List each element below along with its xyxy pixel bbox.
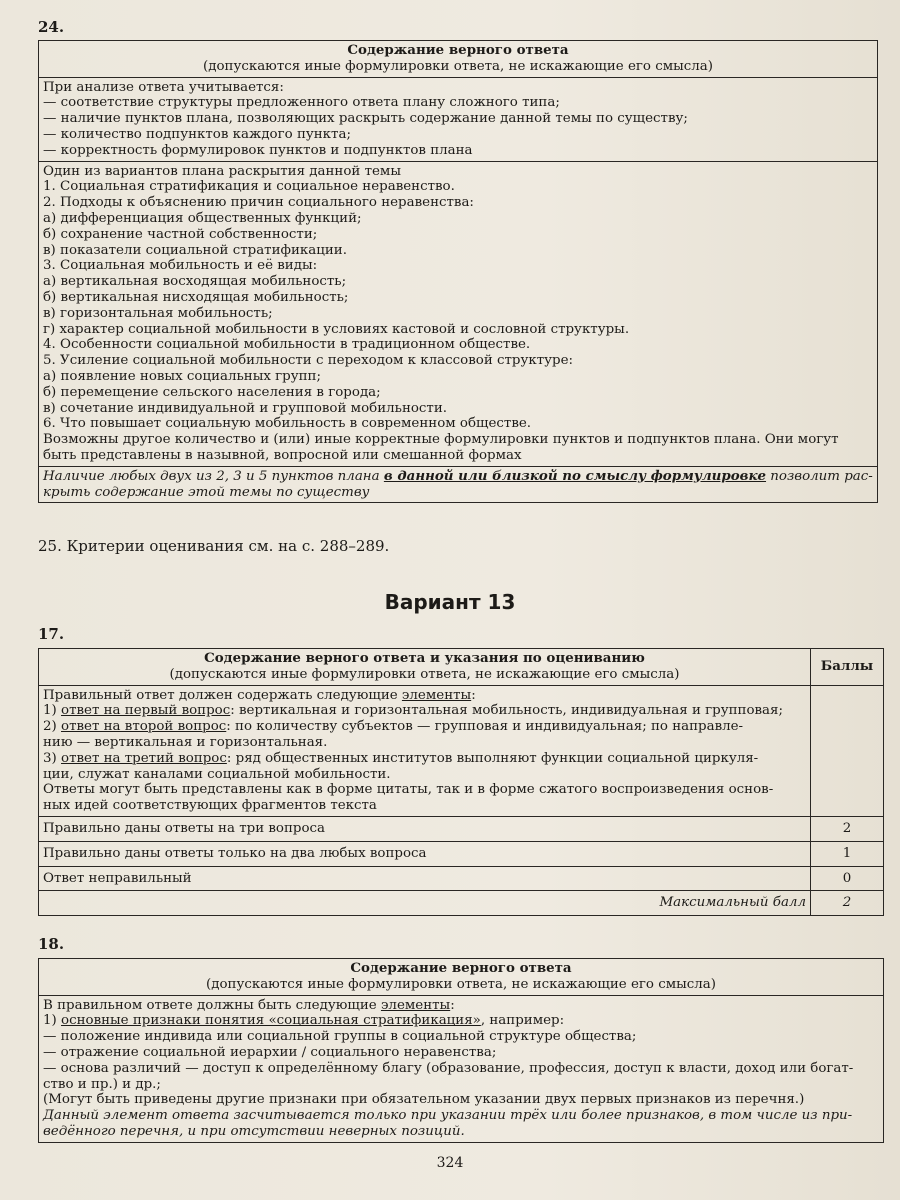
q24-plan	[39, 161, 878, 466]
note-text: Данный элемент ответа засчитывается только при указании трёх или более признаков, в том числе из при-	[43, 1108, 853, 1124]
plan-line: б) перемещение сельского населения в города;	[43, 384, 381, 400]
answer-intro-colon: :	[450, 997, 455, 1013]
q18-table	[38, 958, 884, 1143]
answer-text: , например:	[480, 1013, 565, 1029]
answer-text: : по количеству субъектов — групповая и индивидуальная; по направле-	[226, 719, 744, 735]
score-value: 1	[811, 841, 884, 866]
plan-line: 6. Что повышает социальную мобильность в современном обществе.	[43, 416, 532, 432]
plan-line: а) появление новых социальных групп;	[43, 368, 321, 384]
plan-line: 1. Социальная стратификация и социальное неравенство.	[43, 179, 455, 195]
plan-line: а) вертикальная восходящая мобильность;	[43, 274, 347, 290]
elements-label: элементы	[380, 997, 451, 1013]
elements-label: элементы	[401, 687, 472, 703]
answer-text: — положение индивида или социальной группы в социальной структуре общества;	[43, 1029, 637, 1045]
q24-analysis	[39, 77, 878, 161]
form-note: Ответы могут быть представлены как в форме цитаты, так и в форме сжатого воспроизведения основ-	[43, 782, 774, 798]
answer-num: 1)	[43, 703, 62, 719]
q17-number: 17.	[38, 625, 65, 643]
answer-label: ответ на первый вопрос	[61, 703, 231, 719]
q24-header	[39, 41, 878, 78]
variant-title: Вариант 13	[384, 590, 516, 614]
q18-number: 18.	[38, 935, 65, 953]
analysis-line: — количество подпунктов каждого пункта;	[43, 126, 351, 142]
answer-intro: Правильный ответ должен содержать следующие	[43, 687, 402, 703]
answer-num: 3)	[43, 750, 62, 766]
plan-line: 2. Подходы к объяснению причин социального неравенства:	[43, 195, 474, 211]
plan-line: 3. Социальная мобильность и её виды:	[43, 258, 318, 274]
note-emphasis: в данной или близкой по смыслу формулировке	[383, 467, 767, 484]
answer-intro-colon: :	[471, 687, 476, 703]
max-score-label: Максимальный балл	[39, 891, 811, 916]
note-text: позволит рас-	[766, 468, 873, 484]
score-value: 0	[811, 866, 884, 891]
answer-text: ство и пр.) и др.;	[43, 1076, 161, 1092]
q17-answer	[39, 685, 811, 816]
plan-line: в) горизонтальная мобильность;	[43, 305, 273, 321]
analysis-line: — корректность формулировок пунктов и подпунктов плана	[43, 142, 473, 158]
q24-header-sub: (допускаются иные формулировки ответа, не искажающие его смысла)	[203, 58, 713, 74]
page-number: 324	[436, 1155, 464, 1171]
q17-header	[39, 649, 811, 686]
answer-text: : ряд общественных институтов выполняют функции социальной циркуля-	[226, 750, 759, 766]
plan-line: а) дифференциация общественных функций;	[43, 210, 362, 226]
answer-label: ответ на второй вопрос	[61, 719, 227, 735]
note-text: Наличие любых двух из 2, 3 и 5 пунктов плана	[43, 468, 384, 484]
q24-table	[38, 40, 878, 503]
q24-header-title: Содержание верного ответа	[347, 42, 569, 58]
answer-text: — отражение социальной иерархии / социального неравенства;	[43, 1044, 497, 1060]
analysis-line: — наличие пунктов плана, позволяющих раскрыть содержание данной темы по существу;	[43, 111, 688, 127]
answer-num: 2)	[43, 719, 62, 735]
q18-header-sub: (допускаются иные формулировки ответа, не искажающие его смысла)	[206, 976, 716, 992]
q18-header	[39, 959, 884, 996]
analysis-line: При анализе ответа учитывается:	[43, 79, 284, 95]
answer-text: (Могут быть приведены другие признаки при обязательном указании двух первых признаков из перечня.)	[43, 1092, 805, 1108]
q24-number: 24.	[38, 18, 65, 36]
points-header: Баллы	[811, 649, 884, 686]
q25-criteria-note: 25. Критерии оценивания см. на с. 288–289.	[38, 537, 390, 555]
answer-text: нию — вертикальная и горизонтальная.	[43, 734, 328, 750]
note-text: ведённого перечня, и при отсутствии неверных позиций.	[43, 1123, 465, 1139]
answer-intro: В правильном ответе должны быть следующие	[43, 997, 381, 1013]
answer-text: — основа различий — доступ к определённому благу (образование, профессия, доступ к власти, доход или богат-	[43, 1060, 854, 1076]
plan-line: б) вертикальная нисходящая мобильность;	[43, 289, 349, 305]
plan-line: Один из вариантов плана раскрытия данной темы	[43, 163, 402, 179]
plan-line: 5. Усиление социальной мобильности с переходом к классовой структуре:	[43, 353, 574, 369]
score-value: 2	[811, 816, 884, 841]
q17-header-sub: (допускаются иные формулировки ответа, не искажающие его смысла)	[169, 666, 680, 682]
plan-line: г) характер социальной мобильности в условиях кастовой и сословной структуры.	[43, 321, 630, 337]
plan-line: в) сочетание индивидуальной и групповой мобильности.	[43, 400, 448, 416]
q24-note	[39, 466, 878, 503]
plan-line: 4. Особенности социальной мобильности в традиционном обществе.	[43, 337, 531, 353]
plan-line: б) сохранение частной собственности;	[43, 226, 318, 242]
answer-label: ответ на третий вопрос	[61, 750, 227, 766]
q17-table	[38, 648, 884, 916]
q17-header-title: Содержание верного ответа и указания по оцениванию	[204, 650, 645, 666]
analysis-line: — соответствие структуры предложенного ответа плану сложного типа;	[43, 95, 560, 111]
score-row-label: Правильно даны ответы только на два любых вопроса	[39, 841, 811, 866]
max-score-value: 2	[811, 891, 884, 916]
score-row-label: Ответ неправильный	[39, 866, 811, 891]
q18-header-title: Содержание верного ответа	[350, 960, 572, 976]
answer-text: ции, служат каналами социальной мобильности.	[43, 766, 391, 782]
plan-line: Возможны другое количество и (или) иные корректные формулировки пунктов и подпунктов плана. Они могут	[43, 432, 839, 448]
score-empty	[811, 685, 884, 816]
plan-line: быть представлены в назывной, вопросной или смешанной формах	[43, 447, 522, 463]
score-row-label: Правильно даны ответы на три вопроса	[39, 816, 811, 841]
q18-answer	[39, 995, 884, 1142]
form-note: ных идей соответствующих фрагментов текста	[43, 798, 377, 814]
note-text: крыть содержание этой темы по существу	[43, 484, 370, 500]
answer-label: основные признаки понятия «социальная стратификация»	[61, 1013, 481, 1029]
answer-num: 1)	[43, 1013, 62, 1029]
answer-text: : вертикальная и горизонтальная мобильность, индивидуальная и групповая;	[230, 703, 783, 719]
plan-line: в) показатели социальной стратификации.	[43, 242, 347, 258]
